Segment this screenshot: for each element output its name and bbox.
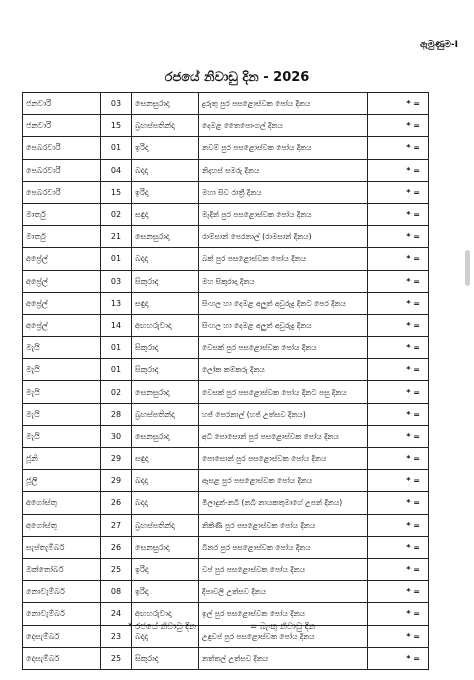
cell-holiday-type: * = — [368, 403, 429, 425]
table-row — [23, 470, 429, 492]
cell-holiday-name: මහ සිකුරාදා දිනය — [199, 270, 368, 292]
cell-holiday-name: මීලාදුන්-නබි (නබි නායකතුමාගේ උපන් දිනය) — [199, 492, 368, 514]
cell-holiday-name: නිකිණි පුර පසළොස්වක පෝය දිනය — [199, 514, 368, 536]
table-row — [23, 181, 429, 203]
cell-date: 28 — [101, 403, 132, 425]
cell-date: 25 — [101, 558, 132, 580]
cell-day: බදාදා — [132, 248, 199, 270]
table-row — [23, 314, 429, 336]
cell-day: බදාදා — [132, 625, 199, 647]
cell-month: පෙබරවාරි — [23, 137, 101, 159]
cell-holiday-type: * = — [368, 603, 429, 625]
cell-month: ජූනි — [23, 448, 101, 470]
cell-day: සෙනසුරාදා — [132, 381, 199, 403]
cell-day: ඉරිදා — [132, 581, 199, 603]
cell-day: බ්‍රහස්පතින්දා — [132, 514, 199, 536]
cell-holiday-name: නිදහස් සමරු දිනය — [199, 159, 368, 181]
cell-day: සෙනසුරාදා — [132, 226, 199, 248]
cell-holiday-type: * = — [368, 203, 429, 225]
legend-bank-holiday: = බැංකු නිවාඩු දින — [250, 622, 316, 632]
cell-holiday-name: නත්තල් උත්සව දිනය — [199, 647, 368, 669]
cell-day: බ්‍රහස්පතින්දා — [132, 115, 199, 137]
cell-date: 15 — [101, 181, 132, 203]
table-row — [23, 203, 429, 225]
cell-day: බදාදා — [132, 492, 199, 514]
cell-holiday-name: ලෝක කම්කරු දිනය — [199, 359, 368, 381]
cell-day: බ්‍රහස්පතින්දා — [132, 403, 199, 425]
cell-day: බදාදා — [132, 159, 199, 181]
cell-holiday-type: * = — [368, 292, 429, 314]
cell-date: 29 — [101, 448, 132, 470]
table-row — [23, 492, 429, 514]
cell-month: දෙසැම්බර් — [23, 625, 101, 647]
cell-holiday-name: රාම්සාන් පෙරනාල් (රාමසාන් දිනය) — [199, 226, 368, 248]
cell-holiday-name: බිනර පුර පසළොස්වක පෝය දිනය — [199, 536, 368, 558]
cell-holiday-name: මහා සිව රාත්‍රී දිනය — [199, 181, 368, 203]
cell-day: අඟහරුවාදා — [132, 314, 199, 336]
table-row — [23, 647, 429, 669]
cell-holiday-type: * = — [368, 558, 429, 580]
cell-date: 30 — [101, 425, 132, 447]
cell-month: ජනවාරි — [23, 115, 101, 137]
page-title: රජයේ නිවාඩු දින - 2026 — [164, 70, 310, 85]
holiday-table — [22, 92, 429, 670]
cell-date: 25 — [101, 647, 132, 669]
cell-month: දෙසැම්බර් — [23, 647, 101, 669]
cell-day: සෙනසුරාදා — [132, 536, 199, 558]
cell-month: පෙබරවාරි — [23, 159, 101, 181]
cell-month: පෙබරවාරි — [23, 181, 101, 203]
cell-month: මැයි — [23, 337, 101, 359]
cell-holiday-type: * = — [368, 137, 429, 159]
cell-holiday-name: ඇසළ පුර පසළොස්වක පෝය දිනය — [199, 470, 368, 492]
cell-month: මැයි — [23, 403, 101, 425]
cell-day: ඉරිදා — [132, 137, 199, 159]
cell-holiday-type: * = — [368, 470, 429, 492]
cell-holiday-name: පොසොන් පුර පසළොස්වක පෝය දිනය — [199, 448, 368, 470]
table-row — [23, 270, 429, 292]
cell-date: 02 — [101, 381, 132, 403]
cell-holiday-type: * = — [368, 359, 429, 381]
cell-date: 03 — [101, 93, 132, 115]
cell-holiday-type: * = — [368, 448, 429, 470]
cell-month: මැයි — [23, 425, 101, 447]
cell-holiday-name: අධි පොසොන් පුර පසළොස්වක පෝය දිනය — [199, 425, 368, 447]
cell-holiday-type: * = — [368, 492, 429, 514]
cell-holiday-name: දීපාවලි උත්සව දිනය — [199, 581, 368, 603]
table-row — [23, 581, 429, 603]
cell-holiday-name: මැදින් පුර පසළොස්වක පෝය දිනය — [199, 203, 368, 225]
cell-month: ජනවාරි — [23, 93, 101, 115]
table-row — [23, 603, 429, 625]
table-row — [23, 248, 429, 270]
cell-month: ජූලි — [23, 470, 101, 492]
table-row — [23, 115, 429, 137]
cell-month: සැප්තැම්බර් — [23, 536, 101, 558]
cell-holiday-type: * = — [368, 536, 429, 558]
cell-holiday-name: සිංහල හා දෙමළ අලුත් අවුරුදු දිනට පෙර දිනය — [199, 292, 368, 314]
cell-month: අප්‍රේල් — [23, 248, 101, 270]
cell-holiday-type: * = — [368, 226, 429, 248]
cell-holiday-type: * = — [368, 314, 429, 336]
cell-holiday-type: * = — [368, 159, 429, 181]
cell-day: අඟහරුවාදා — [132, 603, 199, 625]
cell-month: අගෝස්තු — [23, 492, 101, 514]
cell-month: මාර්තු — [23, 203, 101, 225]
cell-holiday-name: සිංහල හා දෙමළ අලුත් අවුරුදු දිනය — [199, 314, 368, 336]
cell-day: සඳුදා — [132, 292, 199, 314]
table-row — [23, 625, 429, 647]
table-row — [23, 536, 429, 558]
table-row — [23, 226, 429, 248]
table-row — [23, 292, 429, 314]
table-row — [23, 93, 429, 115]
cell-month: මැයි — [23, 381, 101, 403]
cell-date: 04 — [101, 159, 132, 181]
cell-day: සිකුරාදා — [132, 359, 199, 381]
cell-date: 23 — [101, 625, 132, 647]
cell-date: 01 — [101, 359, 132, 381]
cell-holiday-name: උඳුවප් පුර පසළොස්වක පෝය දිනය — [199, 625, 368, 647]
cell-holiday-type: * = — [368, 181, 429, 203]
cell-date: 26 — [101, 536, 132, 558]
cell-holiday-type: * = — [368, 581, 429, 603]
table-row — [23, 514, 429, 536]
table-row — [23, 359, 429, 381]
cell-holiday-type: * = — [368, 514, 429, 536]
table-row — [23, 448, 429, 470]
cell-holiday-name: දෙමළ තෛපොංගල් දිනය — [199, 115, 368, 137]
cell-day: සඳුදා — [132, 203, 199, 225]
cell-date: 02 — [101, 203, 132, 225]
table-row — [23, 403, 429, 425]
cell-holiday-type: * = — [368, 337, 429, 359]
cell-month: අගෝස්තු — [23, 514, 101, 536]
cell-month: මාර්තු — [23, 226, 101, 248]
cell-month: නොවැම්බර් — [23, 581, 101, 603]
cell-holiday-type: * = — [368, 115, 429, 137]
cell-holiday-type: * = — [368, 625, 429, 647]
cell-holiday-name: වෙසක් පුර පසළොස්වක පෝය දිනට පසු දිනය — [199, 381, 368, 403]
cell-holiday-type: * = — [368, 248, 429, 270]
cell-holiday-type: * = — [368, 381, 429, 403]
cell-date: 15 — [101, 115, 132, 137]
cell-month: අප්‍රේල් — [23, 292, 101, 314]
cell-date: 21 — [101, 226, 132, 248]
table-row — [23, 558, 429, 580]
cell-holiday-type: * = — [368, 647, 429, 669]
cell-holiday-type: * = — [368, 270, 429, 292]
cell-day: ඉරිදා — [132, 181, 199, 203]
cell-holiday-name: බක් පුර පසළොස්වක පෝය දිනය — [199, 248, 368, 270]
cell-holiday-name: හජ් පෙරනාල් (හජ් උත්සව දිනය) — [199, 403, 368, 425]
cell-holiday-name: වප් පුර පසළොස්වක පෝය දිනය — [199, 558, 368, 580]
holiday-table-body — [23, 93, 429, 670]
cell-month: අප්‍රේල් — [23, 314, 101, 336]
cell-holiday-name: නවම් පුර පසළොස්වක පෝය දිනය — [199, 137, 368, 159]
cell-date: 01 — [101, 337, 132, 359]
scan-smudge — [465, 250, 470, 286]
cell-day: සඳුදා — [132, 448, 199, 470]
cell-holiday-type: * = — [368, 93, 429, 115]
annex-label: ඇමුණුම-I — [420, 40, 458, 50]
cell-month: නොවැම්බර් — [23, 603, 101, 625]
cell-day: ඉරිදා — [132, 558, 199, 580]
cell-date: 24 — [101, 603, 132, 625]
cell-day: සිකුරාදා — [132, 647, 199, 669]
cell-holiday-name: ඉල් පුර පසළොස්වක පෝය දිනය — [199, 603, 368, 625]
table-row — [23, 381, 429, 403]
table-row — [23, 159, 429, 181]
cell-date: 01 — [101, 248, 132, 270]
cell-date: 01 — [101, 137, 132, 159]
cell-date: 14 — [101, 314, 132, 336]
cell-date: 29 — [101, 470, 132, 492]
cell-date: 26 — [101, 492, 132, 514]
cell-day: බදාදා — [132, 470, 199, 492]
table-row — [23, 425, 429, 447]
cell-month: අප්‍රේල් — [23, 270, 101, 292]
cell-day: සිකුරාදා — [132, 270, 199, 292]
table-row — [23, 137, 429, 159]
cell-month: මැයි — [23, 359, 101, 381]
cell-day: සෙනසුරාදා — [132, 425, 199, 447]
cell-holiday-name: වෙසක් පුර පසළොස්වක පෝය දිනය — [199, 337, 368, 359]
cell-date: 08 — [101, 581, 132, 603]
cell-holiday-name: දුරුතු පුර පසළොස්වක පෝය දිනය — [199, 93, 368, 115]
table-row — [23, 337, 429, 359]
cell-day: සිකුරාදා — [132, 337, 199, 359]
legend-public-holiday: * රජයේ නිවාඩු දින — [128, 622, 196, 632]
cell-date: 27 — [101, 514, 132, 536]
cell-holiday-type: * = — [368, 425, 429, 447]
cell-month: ඔක්තෝබර් — [23, 558, 101, 580]
cell-date: 13 — [101, 292, 132, 314]
cell-day: සෙනසුරාදා — [132, 93, 199, 115]
cell-date: 03 — [101, 270, 132, 292]
